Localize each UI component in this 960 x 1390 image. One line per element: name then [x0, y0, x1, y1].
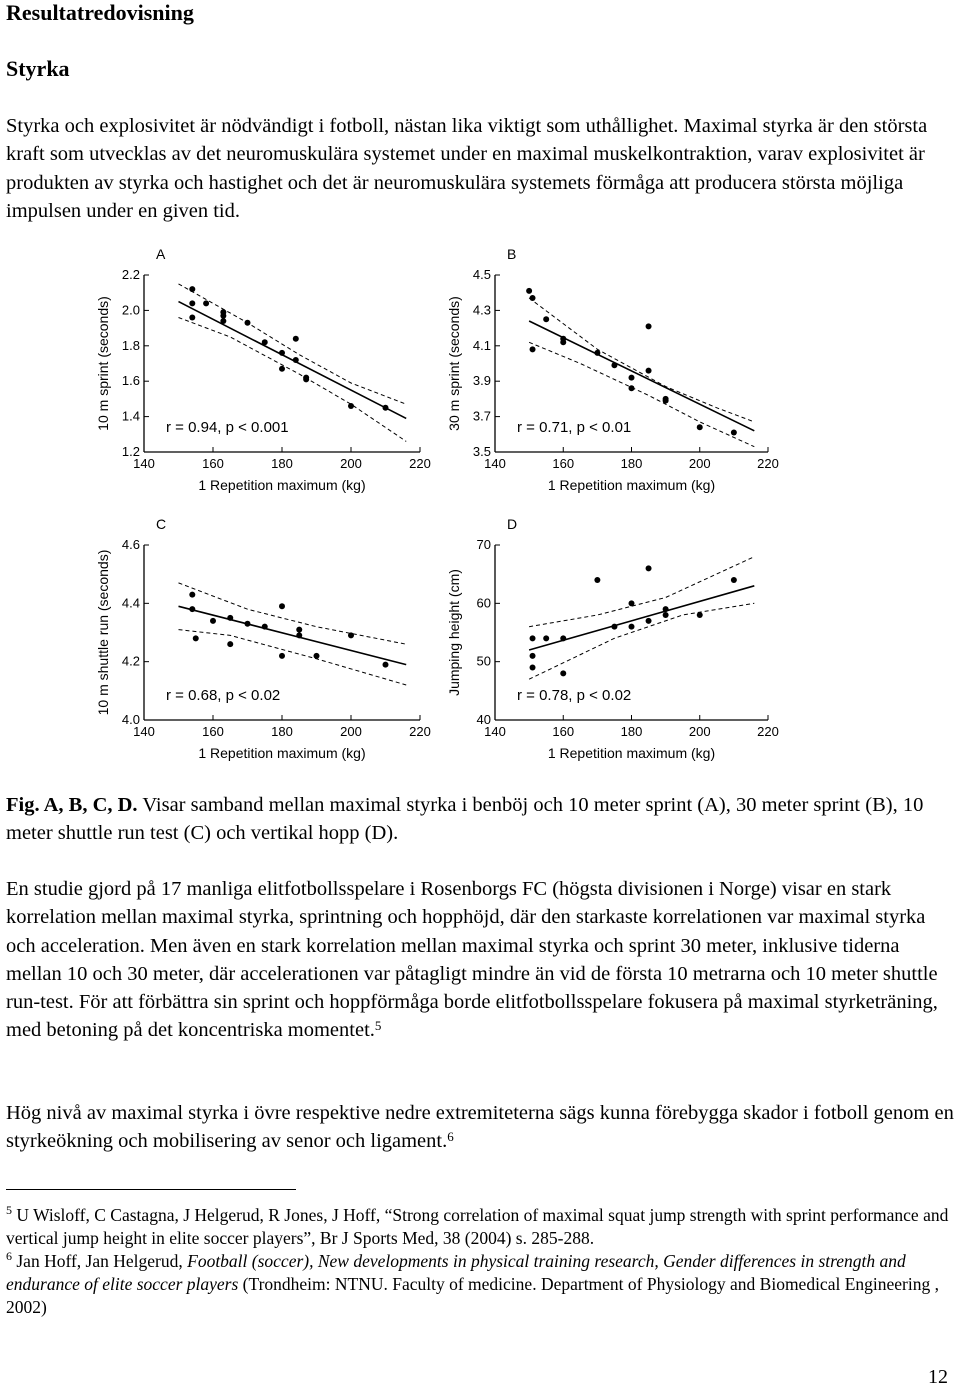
x-tick-label-c: 220 [409, 724, 431, 739]
footnote-text: Jan Hoff, Jan Helgerud, [12, 1251, 188, 1271]
data-point-b [526, 288, 532, 294]
data-point-c [193, 635, 199, 641]
figure-panels [0, 238, 960, 773]
y-tick-label-b: 4.3 [472, 302, 491, 318]
injury-text: Hög nivå av maximal styrka i övre respektive nedre extremiteterna sägs kunna förebygga skador i fotboll genom en styrkeökning och mobilisering av senor och ligament. [6, 1102, 954, 1153]
x-tick-label-c: 180 [271, 724, 293, 739]
x-axis-title-a: 1 Repetition maximum (kg) [198, 477, 366, 493]
study-paragraph [6, 875, 956, 1045]
ci-upper-d [529, 557, 754, 627]
data-point-a [303, 376, 309, 382]
footnote-text: U Wisloff, C Castagna, J Helgerud, R Jones, J Hoff, “Strong correlation of maximal squat jump strength with sprint performance and vertical jump height in elite soccer players”, Br J Sports Med, 38 (2004) s. 285-288. [6, 1205, 949, 1248]
x-tick-label-c: 160 [202, 724, 224, 739]
footnote-ref-6[interactable]: 6 [447, 1129, 454, 1145]
data-point-c [189, 606, 195, 612]
study-text: En studie gjord på 17 manliga elitfotbollsspelare i Rosenborgs FC (högsta divisionen i Norge) visar en stark korrelation mellan maximal styrka, sprintning och hopphöjd, där den starkaste korrelationen var maximal styrka och acceleration. Men även en stark korrelation mellan maximal styrka och sprint 30 meter, inklusive tiderna mellan 10 och 30 meter, där accelerationen var påtagligt mindre än vid de första 10 metrarna och 10 meter shuttle run-test. För att förbättra sin sprint och hoppförmåga borde elitfotbollsspelare fokusera på maximal styrketräning, med betoning på det koncentriska momentet. [6, 878, 938, 1042]
footnote-divider [6, 1189, 296, 1190]
x-tick-label-b: 220 [757, 456, 779, 471]
y-axis-title-c: 10 m shuttle run (seconds) [95, 549, 111, 716]
footnote-publisher: (Trondheim: NTNU. Faculty of medicine. Department of Physiology and Biomedical Engineering , 2002) [6, 1274, 939, 1317]
y-tick-label-c: 4.0 [121, 712, 140, 727]
y-tick-label-b: 3.5 [472, 444, 491, 459]
footnote-title: Football (soccer), New developments in physical training research, Gender differences in strength and endurance of elite soccer players [6, 1251, 906, 1294]
x-tick-label-a: 140 [133, 456, 155, 471]
data-point-c [314, 653, 320, 659]
data-point-a [203, 300, 209, 306]
y-tick-label-c: 4.4 [121, 595, 140, 611]
data-point-d [629, 600, 635, 606]
data-point-b [611, 362, 617, 368]
data-point-a [279, 366, 285, 372]
section-heading: Styrka [6, 56, 70, 81]
regression-line-a [179, 302, 407, 419]
data-point-b [543, 316, 549, 322]
x-tick-label-a: 200 [340, 456, 362, 471]
data-point-d [697, 612, 703, 618]
y-tick-label-a: 1.8 [121, 337, 140, 353]
x-tick-label-b: 200 [688, 456, 711, 471]
y-tick-label-a: 1.2 [121, 444, 140, 459]
data-point-c [348, 632, 354, 638]
x-tick-label-d: 160 [552, 724, 575, 739]
panel-label-c: C [156, 516, 167, 532]
data-point-c [296, 632, 302, 638]
data-point-d [663, 606, 669, 612]
data-point-a [189, 300, 195, 306]
data-point-c [262, 624, 268, 630]
data-point-b [629, 375, 635, 381]
panel-label-b: B [507, 246, 517, 262]
y-tick-label-b: 4.5 [472, 267, 491, 282]
x-tick-label-d: 140 [484, 724, 506, 739]
data-point-b [530, 346, 536, 352]
x-tick-label-d: 220 [757, 724, 779, 739]
y-tick-label-b: 4.1 [472, 337, 491, 353]
data-point-b [646, 368, 652, 374]
data-point-a [220, 313, 226, 319]
x-tick-label-c: 200 [340, 724, 362, 739]
y-tick-label-a: 2.2 [121, 267, 140, 282]
data-point-d [646, 565, 652, 571]
figure-caption [6, 791, 956, 848]
data-point-d [530, 665, 536, 671]
data-point-b [560, 339, 566, 345]
footnote-number: 5 [6, 1203, 12, 1217]
x-tick-label-d: 180 [620, 724, 643, 739]
x-tick-label-a: 220 [409, 456, 431, 471]
data-point-d [731, 577, 737, 583]
panel-label-d: D [507, 516, 518, 532]
data-point-c [383, 662, 389, 668]
correlation-annotation-d: r = 0.78, p < 0.02 [517, 687, 632, 704]
ci-upper-a [179, 284, 407, 404]
y-tick-label-d: 60 [476, 595, 491, 611]
data-point-d [543, 635, 549, 641]
y-tick-label-b: 3.7 [472, 408, 491, 424]
data-point-d [560, 635, 566, 641]
x-tick-label-b: 180 [620, 456, 643, 471]
data-point-a [293, 336, 299, 342]
data-point-d [594, 577, 600, 583]
x-axis-title-b: 1 Repetition maximum (kg) [547, 477, 716, 493]
y-axis-title-b: 30 m sprint (seconds) [446, 296, 462, 431]
y-tick-label-a: 1.6 [121, 373, 140, 389]
footnote-6 [6, 1250, 958, 1319]
data-point-c [210, 618, 216, 624]
data-point-b [731, 430, 737, 436]
intro-paragraph: Styrka och explosivitet är nödvändigt i fotboll, nästan lika viktigt som uthållighet. Maximal styrka är den största kraft som utvecklas av det neuromuskulära systemet under en maximal muskelkontraktion, varav explosivitet är produkten av styrka och hastighet och det är neuromuskulära systemets förmåga att producera största möjliga impulsen under en given tid. [6, 115, 928, 222]
data-point-d [530, 635, 536, 641]
footnote-5 [6, 1204, 958, 1250]
x-tick-label-d: 200 [688, 724, 711, 739]
correlation-annotation-c: r = 0.68, p < 0.02 [166, 687, 281, 704]
regression-line-c [179, 606, 407, 664]
injury-paragraph [6, 1099, 956, 1156]
y-tick-label-d: 40 [476, 712, 491, 727]
data-point-d [560, 670, 566, 676]
data-point-a [245, 320, 251, 326]
y-tick-label-d: 50 [476, 653, 491, 669]
data-point-a [189, 286, 195, 292]
y-axis-title-d: Jumping height (cm) [446, 569, 462, 696]
data-point-c [227, 641, 233, 647]
data-point-c [296, 627, 302, 633]
data-point-a [262, 339, 268, 345]
x-axis-title-c: 1 Repetition maximum (kg) [198, 745, 366, 761]
y-tick-label-d: 70 [476, 537, 491, 552]
data-point-b [697, 424, 703, 430]
data-point-a [189, 314, 195, 320]
data-point-b [663, 398, 669, 404]
data-point-c [279, 603, 285, 609]
data-point-c [227, 615, 233, 621]
y-tick-label-b: 3.9 [472, 373, 491, 389]
page-number: 12 [928, 1366, 948, 1388]
y-tick-label-a: 1.4 [121, 408, 140, 424]
ci-upper-b [529, 298, 754, 422]
footnote-ref-5[interactable]: 5 [374, 1018, 382, 1034]
ci-lower-c [179, 630, 407, 685]
correlation-annotation-b: r = 0.71, p < 0.01 [517, 419, 632, 436]
panel-label-a: A [156, 246, 166, 262]
data-point-a [348, 403, 354, 409]
footnote-number: 6 [6, 1249, 12, 1263]
x-tick-label-b: 160 [552, 456, 575, 471]
data-point-a [220, 318, 226, 324]
data-point-b [594, 350, 600, 356]
data-point-d [611, 624, 617, 630]
x-tick-label-a: 180 [271, 456, 293, 471]
x-tick-label-b: 140 [484, 456, 506, 471]
y-tick-label-c: 4.6 [121, 537, 140, 552]
y-axis-title-a: 10 m sprint (seconds) [95, 296, 111, 431]
x-tick-label-c: 140 [133, 724, 155, 739]
x-tick-label-a: 160 [202, 456, 224, 471]
data-point-a [293, 357, 299, 363]
data-point-c [279, 653, 285, 659]
data-point-d [646, 618, 652, 624]
caption-text: Visar samband mellan maximal styrka i benböj och 10 meter sprint (A), 30 meter sprint (B), 10 meter shuttle run test (C) och vertikal hopp (D). [6, 794, 924, 845]
data-point-a [383, 405, 389, 411]
correlation-annotation-a: r = 0.94, p < 0.001 [166, 419, 289, 436]
data-point-c [245, 621, 251, 627]
data-point-d [663, 612, 669, 618]
data-point-b [629, 385, 635, 391]
data-point-b [530, 295, 536, 301]
y-tick-label-c: 4.2 [121, 653, 140, 669]
page-heading: Resultatredovisning [6, 0, 194, 25]
data-point-d [629, 624, 635, 630]
data-point-b [646, 323, 652, 329]
data-point-c [189, 592, 195, 598]
caption-label: Fig. A, B, C, D. [6, 794, 138, 816]
data-point-a [279, 350, 285, 356]
data-point-d [530, 653, 536, 659]
y-tick-label-a: 2.0 [121, 302, 140, 318]
x-axis-title-d: 1 Repetition maximum (kg) [547, 745, 716, 761]
